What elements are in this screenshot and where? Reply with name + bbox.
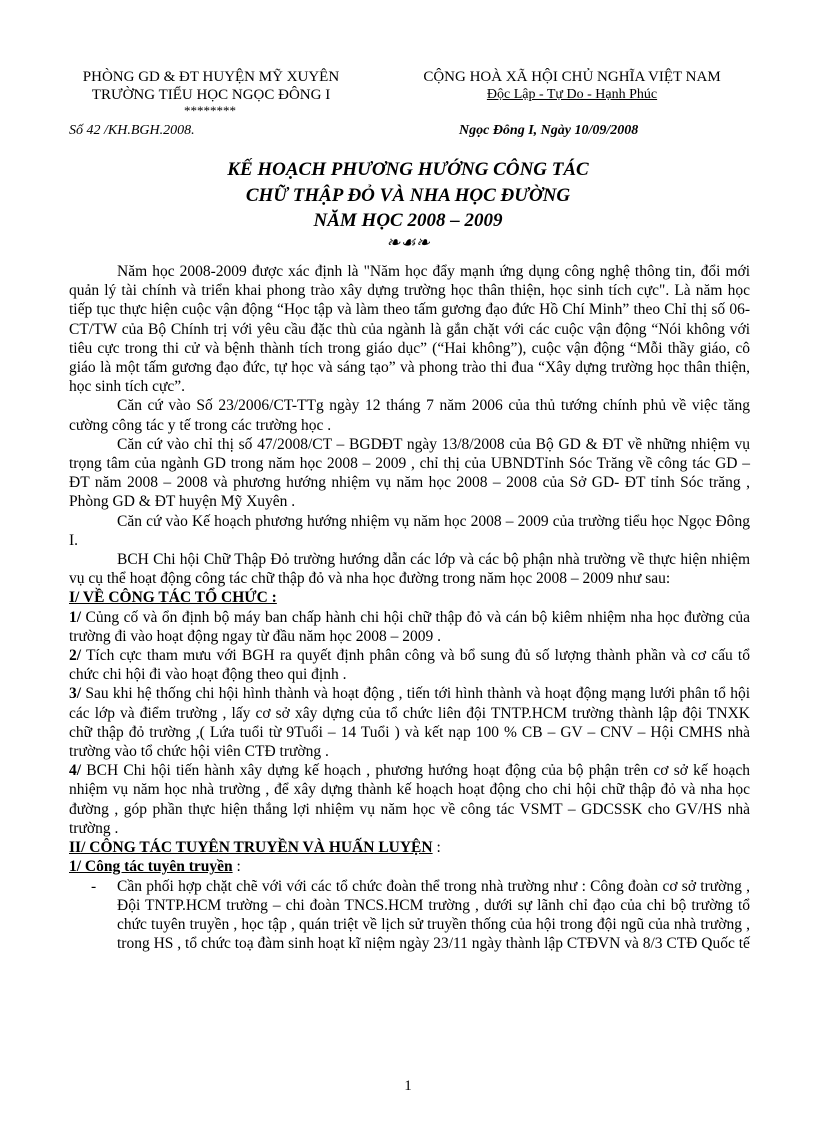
- bullet-text: Cần phối hợp chặt chẽ với với các tổ chức đoàn thể trong nhà trường như : Công đoàn cơ sở trường , Đội TNTP.HCM trường – chi đoàn TNCS.HCM trường , dưới sự lãnh chỉ đạo của chi bộ trường tổ chức tuyên truyền , học tập , quán triệt về lịch sử truyền thống của hội trong đội ngũ của nhà trường , trong HS , tổ chức toạ đàm sinh hoạt kĩ niệm ngày 23/11 ngày thành lập CTĐVN và 8/3 CTĐ Quốc tế: [117, 877, 750, 953]
- item-number: 4/: [69, 762, 82, 780]
- org-item-3: [69, 684, 750, 761]
- basis-paragraph-1: Căn cứ vào Số 23/2006/CT-TTg ngày 12 tháng 7 năm 2006 của thủ tướng chính phủ về việc tăng cường công tác y tế trong các trường học .: [69, 397, 750, 434]
- org-item-2: [69, 646, 750, 684]
- item-number: 2/: [69, 647, 82, 665]
- document-title-line1: KẾ HOẠCH PHƯƠNG HƯỚNG CÔNG TÁC: [227, 159, 589, 180]
- document-title-line3: NĂM HỌC 2008 – 2009: [313, 210, 503, 231]
- item-text: Sau khi hệ thống chi hội hình thành và hoạt động , tiến tới hình thành và hoạt động mạng lưới phân tổ hội các lớp và điểm trường , lấy cơ sở xây dựng của tổ chức liên đội TNTP.HCM trường thành lập đội TNXK chữ thập đỏ trường ,( Lứa tuổi từ 9Tuổi – 14 Tuổi ) và kết nạp 100 % CB – GV – CNV – Hội CMHS nhà trường vào tổ chức hội viên CTĐ trường .: [69, 685, 750, 761]
- section-heading-tail: :: [432, 839, 441, 857]
- bullet-mark: -: [91, 877, 97, 895]
- national-title: CỘNG HOÀ XÃ HỘI CHỦ NGHĨA VIỆT NAM: [423, 69, 721, 85]
- item-number: 1/: [69, 608, 82, 626]
- sub-heading-tail: :: [232, 858, 241, 876]
- header-stars: ********: [184, 103, 236, 118]
- item-text: BCH Chi hội tiến hành xây dựng kế hoạch , phương hướng hoạt động của bộ phận trên cơ sở kế hoạch nhiệm vụ năm học nhà trường , để xây dựng thành kế hoạch hoạt động cho chi hội chữ thập đỏ và nha học đường , góp phần thực hiện thắng lợi nhiệm vụ năm học về công tác VSMT – GDCSSK cho GV/HS nhà trường .: [69, 762, 750, 837]
- sub-heading-propaganda: [69, 857, 750, 876]
- section-heading-propaganda: [69, 838, 750, 857]
- sub-heading-text: 1/ Công tác tuyên truyền: [69, 858, 233, 876]
- title-ornament: ❧☙❧: [386, 233, 430, 252]
- document-title-line2: CHỮ THẬP ĐỎ VÀ NHA HỌC ĐƯỜNG: [245, 185, 571, 206]
- item-number: 3/: [69, 685, 82, 703]
- bullet-item: [69, 877, 750, 954]
- section-heading-organization: I/ VỀ CÔNG TÁC TỔ CHỨC :: [69, 589, 277, 607]
- guidance-paragraph: BCH Chi hội Chữ Thập Đỏ trường hướng dẫn các lớp và các bộ phận nhà trường về thực hiện nhiệm vụ cụ thể hoạt động công tác chữ thập đỏ và nha học đường trong năm học 2008 – 2009 như sau:: [69, 551, 750, 588]
- school-name: TRƯỜNG TIỂU HỌC NGỌC ĐÔNG I: [91, 87, 331, 103]
- item-text: Củng cố và ổn định bộ máy ban chấp hành chi hội chữ thập đỏ và cán bộ kiêm nhiệm nha học đường của trường đi vào hoạt động ngay từ đầu năm học 2008 – 2009 .: [69, 608, 750, 645]
- document-number: Số 42 /KH.BGH.2008.: [69, 123, 195, 138]
- department-name: PHÒNG GD & ĐT HUYỆN MỸ XUYÊN: [82, 69, 340, 85]
- national-motto: Độc Lập - Tự Do - Hạnh Phúc: [486, 87, 658, 102]
- page-number: 1: [404, 1078, 412, 1094]
- basis-paragraph-3: Căn cứ vào Kế hoạch phương hướng nhiệm vụ năm học 2008 – 2009 của trường tiểu học Ngọc Đông I.: [69, 512, 750, 549]
- intro-paragraph: Năm học 2008-2009 được xác định là "Năm học đẩy mạnh ứng dụng công nghệ thông tin, đổi mới quản lý tài chính và triển khai phong trào xây dựng trường học thân thiện, học sinh tích cực". Là năm học tiếp tục thực hiện cuộc vận động “Học tập và làm theo tấm gương đạo đức Hồ Chí Minh” theo Chỉ thị số 06-CT/TW của Bộ Chính trị với yêu cầu đặc thù của ngành là gắn chặt với các cuộc vận động “Nói không với tiêu cực trong thi cử và bệnh thành tích trong giáo dục” (“Hai không”), cuộc vận động “Mỗi thầy giáo, cô giáo là một tấm gương đạo đức, tự học và sáng tạo” và phong trào thi đua “Xây dựng trường học thân thiện, học sinh tích cực”.: [69, 263, 750, 396]
- org-item-1: [69, 608, 750, 646]
- basis-paragraph-2: Căn cứ vào chỉ thị số 47/2008/CT – BGDĐT ngày 13/8/2008 của Bộ GD & ĐT về những nhiệm vụ trọng tâm của ngành GD trong năm học 2008 – 2009 , chỉ thị của UBNDTỉnh Sóc Trăng về công tác GD – ĐT năm 2008 – 2008 và phương hướng nhiệm vụ năm học 2008 – 2008 của Sở GD- ĐT tỉnh Sóc trăng , Phòng GD & ĐT huyện Mỹ Xuyên .: [69, 435, 750, 511]
- document-date: Ngọc Đông I, Ngày 10/09/2008: [459, 123, 639, 138]
- section-heading-text: II/ CÔNG TÁC TUYÊN TRUYỀN VÀ HUẤN LUYỆN: [69, 839, 433, 857]
- org-item-4: [69, 761, 750, 838]
- item-text: Tích cực tham mưu với BGH ra quyết định phân công và bổ sung đủ số lượng thành phần và cơ cấu tổ chức chi hội đi vào hoạt động theo qui định .: [69, 647, 750, 684]
- document-body: [69, 262, 750, 953]
